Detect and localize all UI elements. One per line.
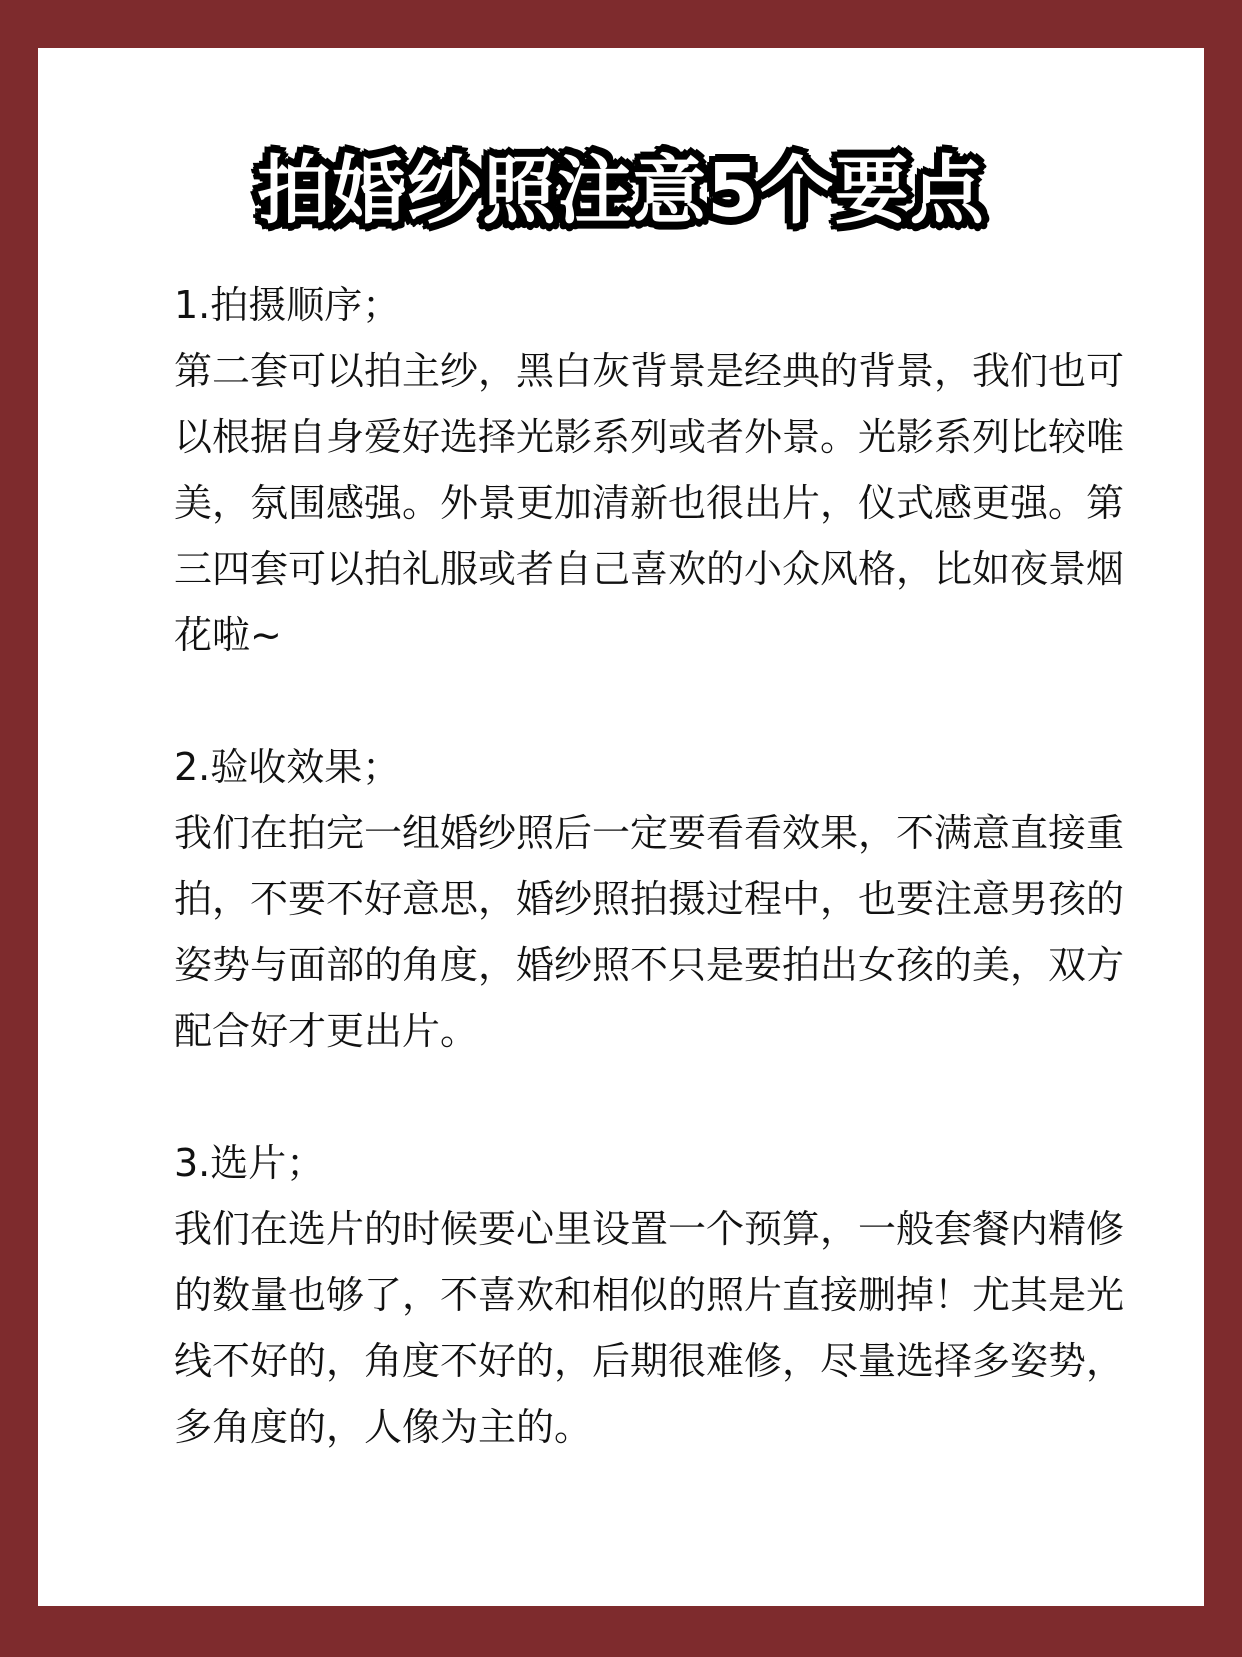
page-title: 拍婚纱照注意5个要点 — [257, 148, 985, 234]
section-heading: 1.拍摄顺序； — [174, 283, 401, 327]
section-shooting-order — [174, 272, 1124, 668]
section-body: 我们在选片的时候要心里设置一个预算，一般套餐内精修的数量也够了，不喜欢和相似的照片直接删掉！尤其是光线不好的，角度不好的，后期很难修，尽量选择多姿势，多角度的，人像为主的。 — [174, 1207, 1125, 1449]
section-heading: 2.验收效果； — [174, 745, 401, 789]
section-check-results — [174, 734, 1124, 1064]
section-heading: 3.选片； — [174, 1141, 325, 1185]
section-body: 我们在拍完一组婚纱照后一定要看看效果，不满意直接重拍，不要不好意思，婚纱照拍摄过程中，也要注意男孩的姿势与面部的角度，婚纱照不只是要拍出女孩的美，双方配合好才更出片。 — [174, 811, 1125, 1053]
content-card — [38, 48, 1204, 1606]
article-content — [174, 272, 1124, 1460]
section-body: 第二套可以拍主纱，黑白灰背景是经典的背景，我们也可以根据自身爱好选择光影系列或者外景。光影系列比较唯美，氛围感强。外景更加清新也很出片，仪式感更强。第三四套可以拍礼服或者自己喜欢的小众风格，比如夜景烟花啦~ — [174, 349, 1125, 657]
section-photo-selection — [174, 1130, 1124, 1460]
